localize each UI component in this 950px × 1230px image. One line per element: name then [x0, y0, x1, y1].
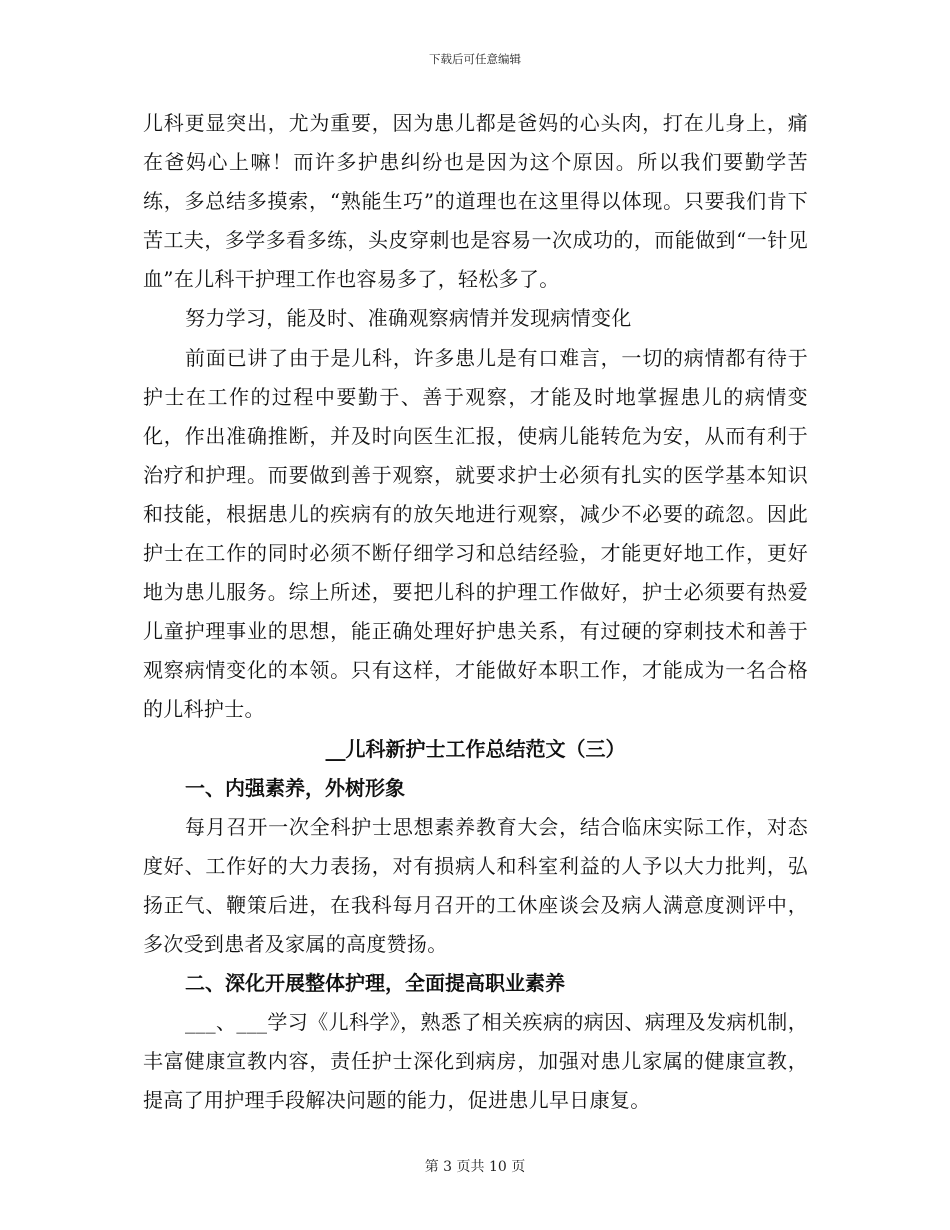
heading-2: 二、深化开展整体护理，全面提高职业素养 [185, 971, 565, 996]
document-body [143, 104, 808, 1120]
paragraph-continuation: 儿科更显突出，尤为重要，因为患儿都是爸妈的心头肉，打在儿身上，痛在爸妈心上嘛！而许多护患纠纷也是因为这个原因。所以我们要勤学苦练，多总结多摸索，“熟能生巧”的道理也在这里得以体现。只要我们肯下苦工夫，多学多看多练，头皮穿刺也是容易一次成功的，而能做到“一针见血”在儿科干护理工作也容易多了，轻松多了。 [143, 111, 808, 292]
paragraph-subheading: 努力学习，能及时、准确观察病情并发现病情变化 [185, 306, 632, 331]
page-footer: 第 3 页共 10 页 [424, 1159, 526, 1175]
paragraph-study: ___、___学习《儿科学》，熟悉了相关疾病的病因、病理及发病机制，丰富健康宣教内容，责任护士深化到病房，加强对患儿家属的健康宣教，提高了用护理手段解决问题的能力，促进患儿早日康复。 [143, 1010, 808, 1113]
page-header: 下载后可任意编辑 [429, 52, 521, 66]
section-title: __儿科新护士工作总结范文（三） [325, 736, 626, 761]
paragraph-education: 每月召开一次全科护士思想素养教育大会，结合临床实际工作，对态度好、工作好的大力表扬，对有损病人和科室利益的人予以大力批判，弘扬正气、鞭策后进，在我科每月召开的工休座谈会及病人满意度测评中，多次受到患者及家属的高度赞扬。 [143, 814, 808, 956]
paragraph-observation: 前面已讲了由于是儿科，许多患儿是有口难言，一切的病情都有待于护士在工作的过程中要勤于、善于观察，才能及时地掌握患儿的病情变化，作出准确推断，并及时向医生汇报，使病儿能转危为安，从而有利于治疗和护理。而要做到善于观察，就要求护士必须有扎实的医学基本知识和技能，根据患儿的疾病有的放矢地进行观察，减少不必要的疏忽。因此护士在工作的同时必须不断仔细学习和总结经验，才能更好地工作，更好地为患儿服务。综上所述，要把儿科的护理工作做好，护士必须要有热爱儿童护理事业的思想，能正确处理好护患关系，有过硬的穿刺技术和善于观察病情变化的本领。只有这样，才能做好本职工作，才能成为一名合格的儿科护士。 [143, 345, 808, 722]
heading-1: 一、内强素养，外树形象 [185, 775, 405, 800]
